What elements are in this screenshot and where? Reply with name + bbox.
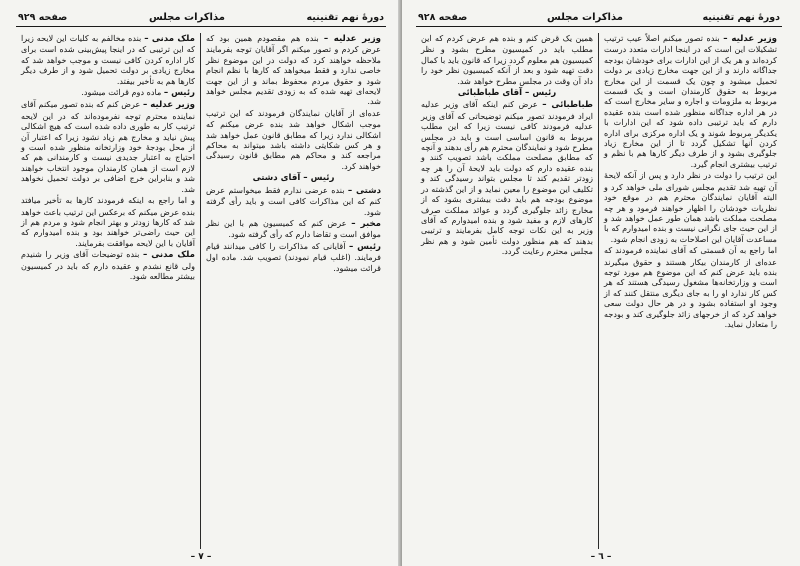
right-page-columns [416,33,782,549]
left-page-number: صفحه ۹۲۹ [18,11,68,23]
paragraph: اما راجع به آن قسمتی که آقای نماینده فرمودند که عده‌ای از کارمندان بیکار هستند و حقوق میگیرند بنده باید عرض کنم که این موضوع هم مورد توجه است و وزارتخانه‌ها مشغول رسیدگی هستند که هر کس کار ندارد او را به جای دیگری منتقل کنند که از وجود او استفاده بشود و در هر حال دولت سعی خواهد کرد که از خرجهای زائد جلوگیری کند و بودجه را متعادل نماید. [604,245,777,329]
paragraph: رئیس – ماده دوم قرائت میشود. [81,87,195,99]
paragraph: این ترتیب را دولت در نظر دارد و پس از آنکه لایحهٔ آن تهیه شد تقدیم مجلس شورای ملی خواهد کرد و البته آقایان نمایندگان محترم هم در موقع خود نظریات خودشان را اظهار خواهند فرمود و هر چه مصلحت مملکت باشد همان طور عمل خواهد شد و از این حیث جای نگرانی نیست و بنده امیدوارم که با مساعدت آقایان این اصلاحات به زودی انجام شود. [604,170,777,244]
right-page [402,0,800,566]
left-session-label: دورهٔ نهم تقنینیه [306,11,384,23]
paragraph: دشتی – بنده عرضی ندارم فقط میخواستم عرض کنم که این مذاکرات کافی است و باید رأی گرفته شود. [206,184,382,217]
paragraph: رئیس – آقایانی که مذاکرات را کافی میدانند قیام فرمایند. (اغلب قیام نمودند) تصویب شد. ماده اول قرائت میشود. [206,240,381,273]
right-page-number: صفحه ۹۲۸ [418,11,468,23]
paragraph: مخبر – عرض کنم که کمیسیون هم با این نظر موافق است و تقاضا دارم که رأی گرفته شود. [206,217,381,240]
right-page-header [416,10,782,27]
right-title: مذاکرات مجلس [546,11,623,23]
left-title: مذاکرات مجلس [148,11,225,23]
paragraph: عده‌ای از آقایان نمایندگان فرمودند که این ترتیب موجب اشکال خواهد شد بنده عرض میکنم که اشکالی ندارد زیرا که مطابق قانون عمل خواهد شد و هر کس شکایتی داشته باشد میتواند به محاکم مراجعه کند و محاکم هم مطابق قانون رسیدگی خواهند کرد. [206,107,381,171]
right-column-1 [599,33,782,549]
left-column-1 [201,33,386,549]
left-column-2 [16,33,201,549]
left-page-footer: – ٧ – [190,552,212,562]
left-page-header [16,10,386,27]
paragraph: وزیر عدلیه – بنده هم مقصودم همین بود که عرض کردم و تصور میکنم اگر آقایان توجه بفرمایند ملاحظه خواهند کرد که دولت در این موضوع نظر خاصی ندارد و فقط میخواهد که کارها با نظم انجام شود و حقوق مردم محفوظ بماند و از این جهت لایحه‌ای تهیه شده که به زودی تقدیم مجلس خواهد شد. [206,33,381,107]
paragraph: ملک مدنی – بنده مخالفم به کلیات این لایحه زیرا که این ترتیبی که در اینجا پیش‌بینی شده است برای کار اداره کردن کافی نیست و موجب خواهد شد که مخارج زیادی بر دولت تحمیل شود و از طرف دیگر کارها هم به تأخیر بیفتد. [21,33,196,86]
paragraph: طباطبائی – عرض کنم اینکه آقای وزیر عدلیه ایراد فرمودند تصور میکنم توضیحاتی که آقای وزیر عدلیه فرمودند کافی نیست زیرا که این مطلب مربوط به قانون اساسی است و باید در مجلس مطرح شود و نمایندگان محترم هم رأی بدهند و آنچه که مطابق مصلحت مملکت باشد تصویب کنند و بنده عقیده دارم که دولت باید لایحهٔ آن را هر چه زودتر تقدیم کند تا مجلس بتواند رسیدگی کند و تکلیف این موضوع را معین نماید و از این گذشته در موضوع بودجه هم باید دقت بیشتری بشود که از مخارج زائد جلوگیری گردد و عوائد مملکت صرف کارهای لازم و مفید شود و بنده امیدوارم که آقای وزیر به این نکات توجه کامل بفرمایند و ترتیبی بدهند که هم منظور دولت تأمین شود و هم نظر مجلس محترم رعایت گردد. [421,99,593,257]
right-column-2 [416,33,599,549]
left-page-columns [16,33,386,549]
right-session-label: دورهٔ نهم تقنینیه [702,11,780,23]
speaker-line: رئیس – آقای دشتی [252,173,335,184]
paragraph: وزیر عدلیه – عرض کنم که بنده تصور میکنم آقای نماینده محترم توجه نفرموده‌اند که در این لایحه ترتیب کار به طوری داده شده است که هیچ اشکالی پیش نیاید و مخارج هم زیاد نشود زیرا که اعتبار آن از محل بودجهٔ خود وزارتخانه منظور شده است و احتیاج به اعتبار جدیدی نیست و کارمندانی هم که لازم است از همان کارمندان موجود انتخاب خواهند شد و بنابراین خرج اضافی بر دولت تحمیل نخواهد شد. [21,99,195,194]
paragraph: ملک مدنی – بنده توضیحات آقای وزیر را شنیدم ولی قانع نشدم و عقیده دارم که باید در کمیسیون بیشتر مطالعه شود. [21,249,195,281]
paragraph: وزیر عدلیه – بنده تصور میکنم اصلاً عیب ترتیب تشکیلات این است که در اینجا ادارات متعدد درست کرده‌اند و هر یک از این ادارات برای خودشان بودجه جداگانه دارند و از این جهت مخارج زیادی بر دولت تحمیل میشود و چون یک قسمت از این مخارج مربوط به حقوق کارمندان است و یک قسمت مربوط به ملزومات و اجاره و سایر مخارج است که در هر اداره جداگانه منظور شده است بنده عقیده دارم که باید ترتیبی داده شود که این ادارات با یکدیگر مربوط شوند و یک اداره مرکزی برای اداره کردن آنها تشکیل گردد تا از این مخارج زیاد جلوگیری بشود و از طرف دیگر کارها هم با نظم و ترتیب بیشتری انجام گیرد. [604,33,777,169]
paragraph: و اما راجع به اینکه فرمودند کارها به تأخیر میافتد بنده عرض میکنم که برعکس این ترتیب باعث خواهد شد که کارها زودتر و بهتر انجام شود و مردم هم از این حیث راضی‌تر خواهند بود و بنده امیدوارم که آقایان با این لایحه موافقت بفرمایند. [21,195,195,248]
right-page-footer: – ٦ – [590,552,612,562]
speaker-line: رئیس – آقای طباطبائی [457,88,557,99]
paragraph: همین یک قرض کنم و بنده هم عرض کردم که این مطلب باید در کمیسیون مطرح بشود و نظر کمیسیون هم معلوم گردد زیرا که قانون باید با کمال دقت تهیه شود و بعد از آنکه کمیسیون نظر خود را داد آن وقت در مجلس مطرح خواهد شد. [421,33,593,86]
